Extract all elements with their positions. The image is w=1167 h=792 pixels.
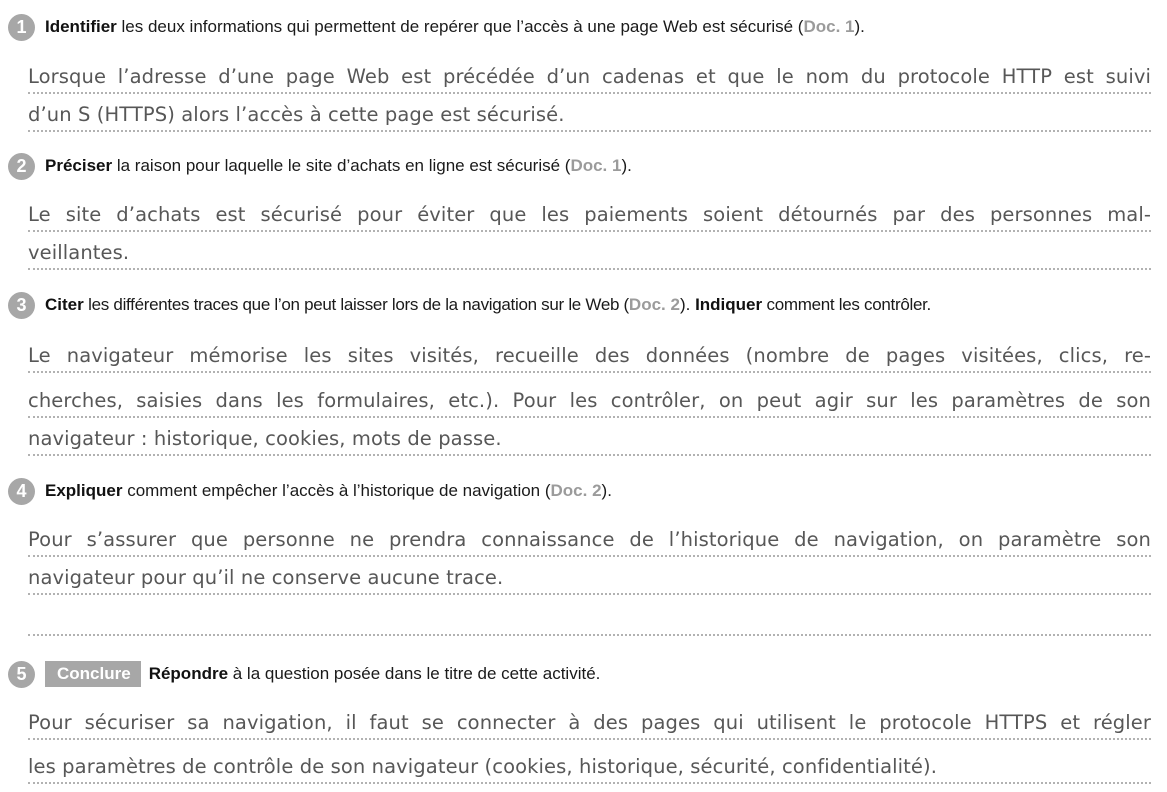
- question-number-badge: 4: [8, 478, 35, 505]
- doc-reference: Doc. 1: [570, 156, 622, 175]
- answer-text: veillantes.: [28, 241, 130, 264]
- answer-line: [28, 738, 1151, 784]
- doc-reference: Doc. 2: [628, 295, 680, 314]
- question-text: les deux informations qui permettent de repérer que l’accès à une page Web est sécurisé (: [116, 17, 804, 36]
- answer-line: [28, 327, 1151, 373]
- question-text: les différentes traces que l’on peut laisser lors de la navigation sur le Web (: [83, 295, 629, 314]
- question-text: à la question posée dans le titre de cette activité.: [228, 664, 601, 683]
- answer-text: Pour s’assurer que personne ne prendra connaissance de l’historique de navigation, on paramètre son: [28, 528, 1151, 551]
- answer-text: Le navigateur mémorise les sites visités, recueille des données (nombre de pages visitées, clics, re-: [28, 344, 1151, 367]
- answer-line: [28, 86, 1151, 132]
- question-verb: Identifier: [45, 17, 117, 36]
- question-text-2: comment les contrôler.: [762, 295, 931, 314]
- answer-text: cherches, saisies dans les formulaires, etc.). Pour les contrôler, on peut agir sur les paramètres de son: [28, 389, 1151, 412]
- answer-line-blank: [28, 590, 1151, 636]
- question-verb: Expliquer: [45, 481, 123, 500]
- question-verb: Préciser: [45, 156, 113, 175]
- question-verb: Citer: [45, 295, 84, 314]
- answer-line: [28, 549, 1151, 595]
- doc-reference: Doc. 1: [803, 17, 855, 36]
- answer-line: [28, 694, 1151, 740]
- doc-reference: Doc. 2: [550, 481, 602, 500]
- question-text: comment empêcher l’accès à l’historique de navigation (: [122, 481, 551, 500]
- question-1: [8, 12, 1157, 42]
- question-3: [8, 290, 1157, 320]
- answer-text: Pour sécuriser sa navigation, il faut se connecter à des pages qui utilisent le protocole HTTPS et régler: [28, 711, 1151, 734]
- answer-text: navigateur pour qu’il ne conserve aucune trace.: [28, 566, 504, 589]
- question-5: [8, 659, 1157, 689]
- question-close: ).: [854, 17, 865, 36]
- question-text: la raison pour laquelle le site d’achats en ligne est sécurisé (: [112, 156, 571, 175]
- question-number-badge: 5: [8, 661, 35, 688]
- question-close: ).: [601, 481, 612, 500]
- answer-line: [28, 224, 1151, 270]
- conclure-tag: Conclure: [45, 661, 141, 687]
- question-verb: Répondre: [148, 664, 229, 683]
- answer-text: navigateur : historique, cookies, mots de passe.: [28, 427, 502, 450]
- question-4: [8, 476, 1157, 506]
- answer-text: d’un S (HTTPS) alors l’accès à cette page est sécurisé.: [28, 103, 565, 126]
- question-close: ).: [621, 156, 632, 175]
- answer-text: Lorsque l’adresse d’une page Web est précédée d’un cadenas et que le nom du protocole HTTP est suivi: [28, 65, 1151, 88]
- question-verb-2: Indiquer: [695, 295, 763, 314]
- question-close: ).: [679, 295, 696, 314]
- question-2: [8, 151, 1157, 181]
- answer-text: Le site d’achats est sécurisé pour éviter que les paiements soient détournés par des personnes mal-: [28, 203, 1151, 226]
- answer-line: [28, 410, 1151, 456]
- question-number-badge: 1: [8, 14, 35, 41]
- answer-text: les paramètres de contrôle de son navigateur (cookies, historique, sécurité, confidentialité).: [28, 755, 938, 778]
- question-number-badge: 2: [8, 153, 35, 180]
- question-number-badge: 3: [8, 292, 35, 319]
